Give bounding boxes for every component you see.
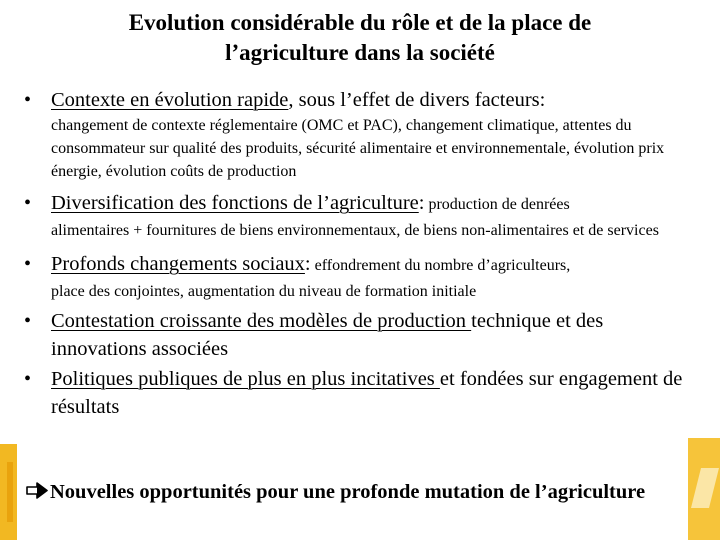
bullet-text: , sous l’effet de divers facteurs:: [288, 89, 546, 111]
bullet-lead: Profonds changements sociaux: [51, 253, 305, 275]
decorative-stripe-right: [688, 438, 720, 540]
conclusion: [26, 478, 646, 507]
arrow-right-icon: [26, 482, 48, 499]
bullet-text: technique et des innovations associées: [51, 310, 604, 360]
bullet-inline-detail: effondrement du nombre d’agriculteurs,: [310, 257, 571, 274]
bullet-list: [24, 86, 700, 421]
bullet-item-contestation: [24, 307, 700, 363]
bullet-text: :: [418, 192, 425, 214]
slide-title: [20, 8, 700, 68]
bullet-detail: place des conjointes, augmentation du niveau de formation initiale: [51, 283, 477, 300]
bullet-item-diversification: [24, 189, 700, 242]
decorative-stripe-left: [0, 444, 17, 540]
bullet-text: et fondées sur engagement de résultats: [51, 368, 683, 418]
bullet-inline-detail: production de denrées: [424, 196, 570, 213]
bullet-dot: •: [24, 253, 32, 275]
bullet-dot: •: [24, 89, 32, 111]
title-line-1: Evolution considérable du rôle et de la place de: [128, 10, 592, 35]
bullet-lead: Diversification des fonctions de l’agriculture: [51, 192, 419, 214]
bullet-item-context: [24, 86, 700, 183]
bullet-item-policies: [24, 365, 700, 421]
bullet-lead: Contexte en évolution rapide: [51, 89, 289, 111]
bullet-dot: •: [24, 192, 32, 214]
bullet-lead: Politiques publiques de plus en plus incitatives: [51, 368, 440, 390]
bullet-lead: Contestation croissante des modèles de production: [51, 310, 472, 332]
bullet-item-social: [24, 250, 700, 303]
bullet-dot: •: [24, 310, 32, 332]
bullet-detail: alimentaires + fournitures de biens environnementaux, de biens non-alimentaires et de services: [51, 222, 659, 239]
bullet-dot: •: [24, 368, 32, 390]
title-line-2: l’agriculture dans la société: [225, 40, 495, 65]
bullet-text: :: [304, 253, 311, 275]
bullet-detail: changement de contexte réglementaire (OMC et PAC), changement climatique, attentes du consommateur sur qualité des produits, sécurité alimentaire et environnementale, évolution prix énergie, évolution coûts de production: [51, 117, 665, 180]
conclusion-text: Nouvelles opportunités pour une profonde mutation de l’agriculture: [50, 481, 646, 503]
